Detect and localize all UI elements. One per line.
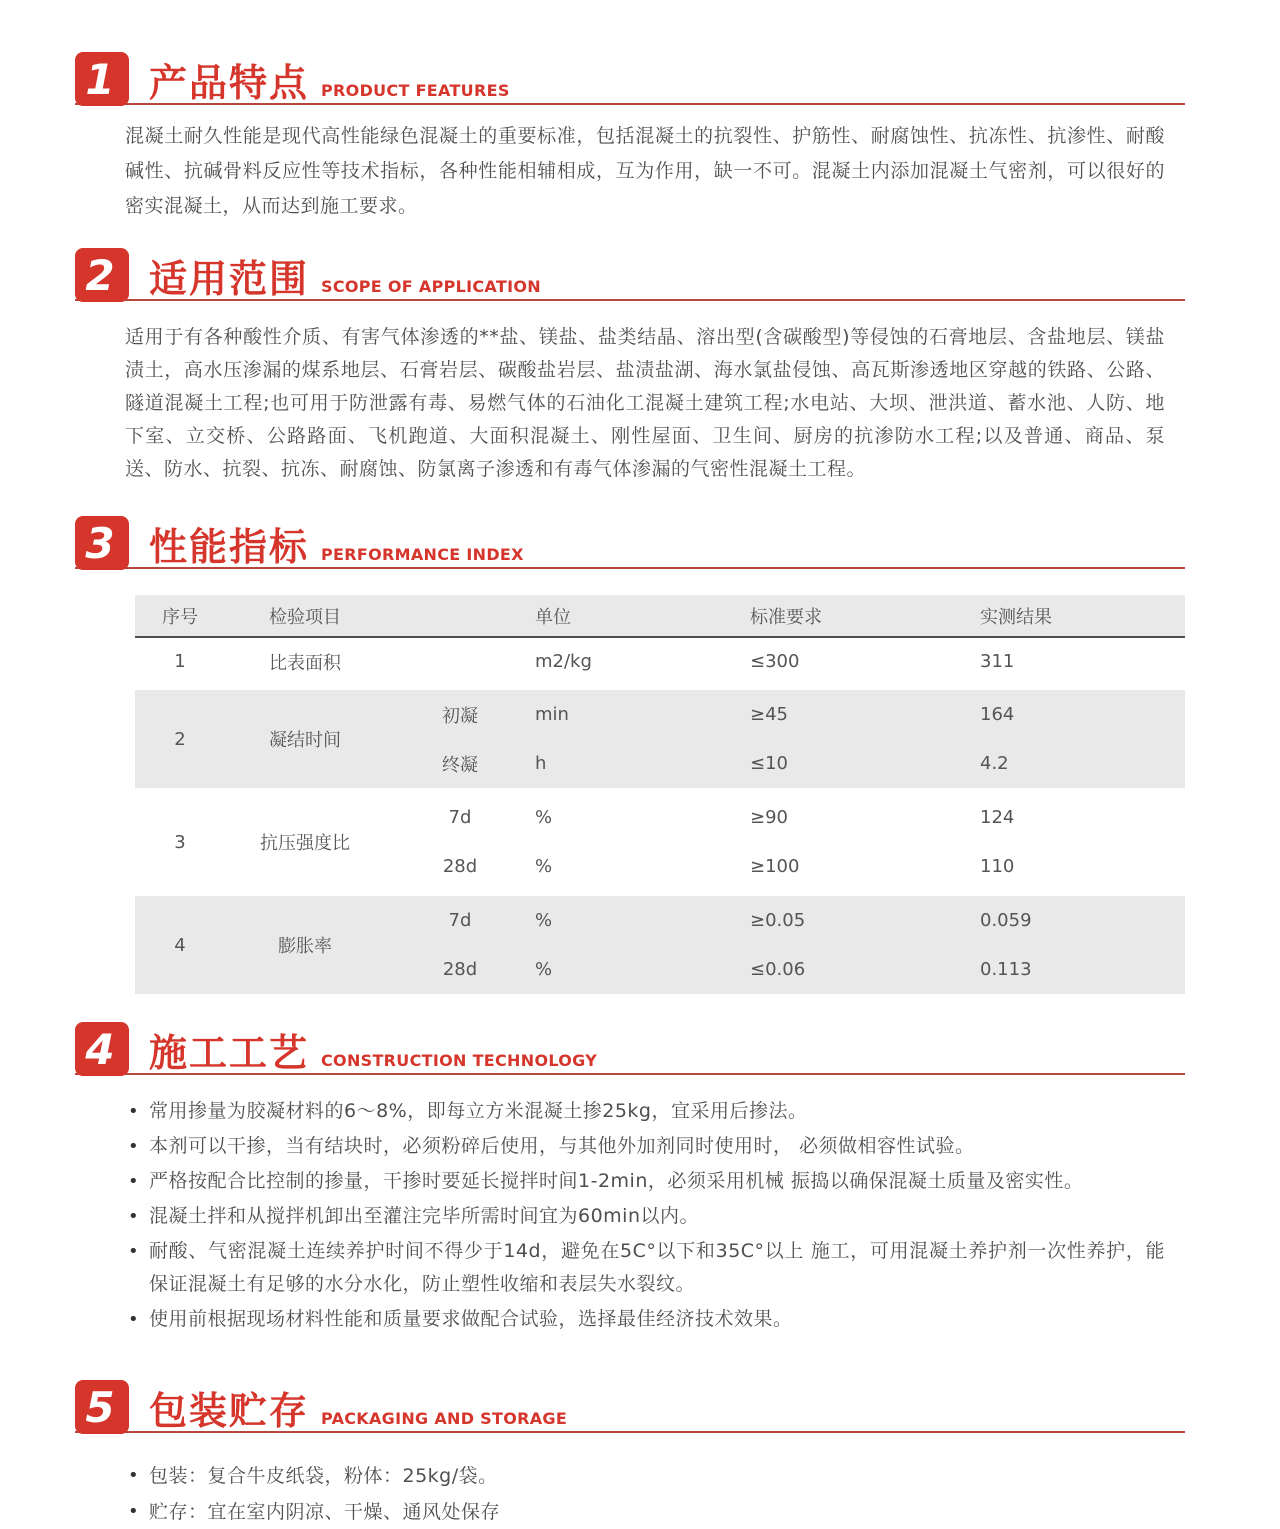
bullet-item: • 严格按配合比控制的掺量，干掺时要延长搅拌时间1-2min，必须采用机械 振捣以确保混凝土质量及密实性。 bbox=[128, 1165, 1165, 1198]
cell-result: 0.059 bbox=[980, 896, 1185, 945]
cell-item: 比表面积 bbox=[225, 637, 385, 685]
cell-sub: 初凝 bbox=[385, 690, 535, 739]
cell-result: 164 bbox=[980, 690, 1185, 739]
bullet-item: • 混凝土拌和从搅拌机卸出至灌注完毕所需时间宜为60min以内。 bbox=[128, 1200, 1165, 1233]
table-row bbox=[135, 793, 1185, 842]
cell-no: 3 bbox=[135, 793, 225, 891]
col-header-no: 序号 bbox=[135, 595, 225, 637]
col-header-standard: 标准要求 bbox=[750, 595, 980, 637]
section-header-5 bbox=[75, 1380, 1185, 1433]
section-title-zh: 产品特点 bbox=[149, 61, 310, 105]
section-number-badge bbox=[75, 52, 129, 106]
section-title-zh: 施工工艺 bbox=[149, 1031, 310, 1075]
section-performance-index bbox=[75, 516, 1185, 994]
cell-no: 1 bbox=[135, 637, 225, 685]
table-header-row bbox=[135, 595, 1185, 637]
cell-standard: ≥100 bbox=[750, 842, 980, 891]
cell-standard: ≤0.06 bbox=[750, 945, 980, 994]
bullet-item: • 贮存：宜在室内阴凉、干燥、通风处保存 bbox=[128, 1495, 1165, 1529]
section-title-zh: 包装贮存 bbox=[149, 1389, 310, 1433]
section-packaging-and-storage bbox=[75, 1380, 1185, 1529]
cell-unit: % bbox=[535, 945, 750, 994]
section-title-zh: 适用范围 bbox=[149, 257, 310, 301]
cell-result: 311 bbox=[980, 637, 1185, 685]
section-number: 4 bbox=[85, 1024, 115, 1074]
cell-unit: % bbox=[535, 842, 750, 891]
section-construction-technology bbox=[75, 1022, 1185, 1336]
cell-unit: h bbox=[535, 739, 750, 788]
packaging-bullet-list bbox=[128, 1459, 1165, 1529]
table-row bbox=[135, 896, 1185, 945]
bullet-item: • 使用前根据现场材料性能和质量要求做配合试验，选择最佳经济技术效果。 bbox=[128, 1303, 1165, 1336]
cell-sub: 28d bbox=[385, 945, 535, 994]
cell-item: 凝结时间 bbox=[225, 690, 385, 788]
cell-sub bbox=[385, 637, 535, 685]
section-header-1 bbox=[75, 52, 1185, 105]
cell-sub: 7d bbox=[385, 896, 535, 945]
section-title-en: CONSTRUCTION TECHNOLOGY bbox=[321, 1051, 598, 1070]
col-header-item: 检验项目 bbox=[225, 595, 385, 637]
bullet-item: • 常用掺量为胶凝材料的6～8%，即每立方米混凝土掺25kg，宜采用后掺法。 bbox=[128, 1095, 1165, 1128]
section-title-en: PERFORMANCE INDEX bbox=[321, 545, 524, 564]
cell-result: 110 bbox=[980, 842, 1185, 891]
section-scope-of-application bbox=[75, 248, 1185, 486]
cell-standard: ≥0.05 bbox=[750, 896, 980, 945]
cell-unit: % bbox=[535, 793, 750, 842]
section-paragraph: 适用于有各种酸性介质、有害气体渗透的**盐、镁盐、盐类结晶、溶出型(含碳酸型)等侵蚀的石膏地层、含盐地层、镁盐渍土，高水压渗漏的煤系地层、石膏岩层、碳酸盐岩层、盐渍盐湖、海水氯盐侵蚀、高瓦斯渗透地区穿越的铁路、公路、隧道混凝土工程;也可用于防泄露有毒、易燃气体的石油化工混凝土建筑工程;水电站、大坝、泄洪道、蓄水池、人防、地下室、立交桥、公路路面、飞机跑道、大面积混凝土、刚性屋面、卫生间、厨房的抗渗防水工程;以及普通、商品、泵送、防水、抗裂、抗冻、耐腐蚀、防氯离子渗透和有毒气体渗漏的气密性混凝土工程。 bbox=[125, 326, 1165, 480]
cell-item: 膨胀率 bbox=[225, 896, 385, 994]
cell-result: 0.113 bbox=[980, 945, 1185, 994]
cell-sub: 28d bbox=[385, 842, 535, 891]
bullet-item: • 耐酸、气密混凝土连续养护时间不得少于14d，避免在5C°以下和35C°以上 施工，可用混凝土养护剂一次性养护，能保证混凝土有足够的水分水化，防止塑性收缩和表层失水裂纹。 bbox=[128, 1235, 1165, 1301]
bullet-item: • 包装：复合牛皮纸袋，粉体：25kg/袋。 bbox=[128, 1459, 1165, 1493]
cell-no: 4 bbox=[135, 896, 225, 994]
construction-bullet-list bbox=[128, 1095, 1165, 1336]
section-paragraph: 混凝土耐久性能是现代高性能绿色混凝土的重要标准，包括混凝土的抗裂性、护筋性、耐腐蚀性、抗冻性、抗渗性、耐酸碱性、抗碱骨料反应性等技术指标，各种性能相辅相成，互为作用，缺一不可。混凝土内添加混凝土气密剂，可以很好的密实混凝土，从而达到施工要求。 bbox=[125, 125, 1165, 217]
section-title-en: PACKAGING AND STORAGE bbox=[321, 1409, 568, 1428]
section-title-zh: 性能指标 bbox=[149, 525, 310, 569]
section-number: 2 bbox=[85, 250, 115, 300]
section-number-badge bbox=[75, 516, 129, 570]
table-row bbox=[135, 637, 1185, 685]
cell-sub: 终凝 bbox=[385, 739, 535, 788]
cell-unit: m2/kg bbox=[535, 637, 750, 685]
col-header-result: 实测结果 bbox=[980, 595, 1185, 637]
cell-sub: 7d bbox=[385, 793, 535, 842]
section-title-en: SCOPE OF APPLICATION bbox=[321, 277, 541, 296]
section-number-badge bbox=[75, 1022, 129, 1076]
cell-result: 4.2 bbox=[980, 739, 1185, 788]
section-header-4 bbox=[75, 1022, 1185, 1075]
cell-standard: ≤300 bbox=[750, 637, 980, 685]
section-header-2 bbox=[75, 248, 1185, 301]
cell-no: 2 bbox=[135, 690, 225, 788]
cell-result: 124 bbox=[980, 793, 1185, 842]
cell-unit: min bbox=[535, 690, 750, 739]
section-number: 3 bbox=[85, 518, 115, 568]
section-number-badge bbox=[75, 1380, 129, 1434]
cell-standard: ≤10 bbox=[750, 739, 980, 788]
section-number-badge bbox=[75, 248, 129, 302]
col-header-unit: 单位 bbox=[535, 595, 750, 637]
section-header-3 bbox=[75, 516, 1185, 569]
cell-unit: % bbox=[535, 896, 750, 945]
bullet-item: • 本剂可以干掺，当有结块时，必须粉碎后使用，与其他外加剂同时使用时， 必须做相容性试验。 bbox=[128, 1130, 1165, 1163]
col-header-sub bbox=[385, 595, 535, 637]
cell-standard: ≥90 bbox=[750, 793, 980, 842]
section-product-features bbox=[75, 52, 1185, 224]
table-row bbox=[135, 690, 1185, 739]
cell-standard: ≥45 bbox=[750, 690, 980, 739]
performance-table bbox=[135, 595, 1185, 994]
section-number: 1 bbox=[85, 54, 115, 104]
section-number: 5 bbox=[85, 1382, 115, 1432]
cell-item: 抗压强度比 bbox=[225, 793, 385, 891]
section-title-en: PRODUCT FEATURES bbox=[321, 81, 510, 100]
